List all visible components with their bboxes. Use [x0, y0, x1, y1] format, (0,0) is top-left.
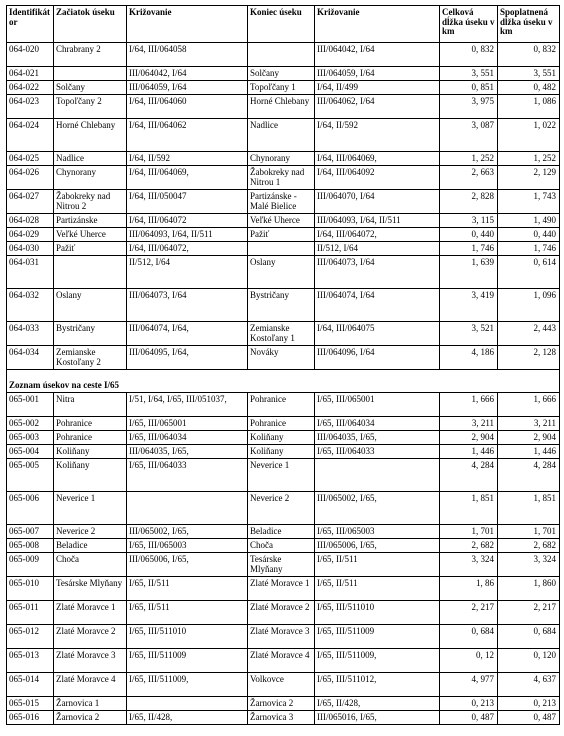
cell-start: Žarnovica 1: [54, 697, 127, 711]
cell-identifier: 065-007: [7, 525, 54, 539]
cell-start: Tesárske Mlyňany: [54, 577, 127, 601]
cell-start-crossing: I/64, II/592: [127, 152, 248, 166]
cell-start-crossing: I/64, III/064069,: [127, 166, 248, 190]
cell-start-crossing: III/064074, I/64,: [127, 322, 248, 346]
cell-end: Veľké Uherce: [248, 214, 315, 228]
cell-total-length: 3, 521: [440, 322, 498, 346]
cell-toll-length: 1, 022: [498, 119, 560, 152]
cell-toll-length: 0, 482: [498, 81, 560, 95]
cell-total-length: 1, 86: [440, 577, 498, 601]
cell-total-length: 0, 851: [440, 81, 498, 95]
cell-end: Chynorany: [248, 152, 315, 166]
cell-end-crossing: I/64, III/064069,: [315, 152, 440, 166]
cell-total-length: 3, 115: [440, 214, 498, 228]
cell-end-crossing: I/65, III/064034: [315, 417, 440, 431]
cell-identifier: 065-004: [7, 445, 54, 459]
cell-end: Zlaté Moravce 1: [248, 577, 315, 601]
cell-identifier: 064-030: [7, 242, 54, 256]
cell-end-crossing: I/65, III/511009: [315, 625, 440, 649]
cell-total-length: 2, 828: [440, 190, 498, 214]
cell-toll-length: 4, 637: [498, 673, 560, 697]
cell-end: Zlaté Moravce 2: [248, 601, 315, 625]
cell-start: [54, 256, 127, 289]
cell-toll-length: 4, 284: [498, 459, 560, 492]
cell-total-length: 2, 217: [440, 601, 498, 625]
cell-start: Oslany: [54, 289, 127, 322]
cell-end: Pohranice: [248, 417, 315, 431]
cell-toll-length: 1, 666: [498, 393, 560, 417]
cell-toll-length: 3, 324: [498, 553, 560, 577]
table-row: [7, 43, 560, 67]
table-row: [7, 242, 560, 256]
cell-end: Beladice: [248, 525, 315, 539]
cell-end: Žabokreky nad Nitrou 1: [248, 166, 315, 190]
cell-toll-length: 2, 129: [498, 166, 560, 190]
header-start-crossing: Križovanie: [127, 6, 248, 43]
table-body-i64: [7, 43, 560, 370]
cell-total-length: 1, 851: [440, 492, 498, 525]
cell-end: Nováky: [248, 346, 315, 370]
cell-start: Chynorany: [54, 166, 127, 190]
cell-identifier: 064-022: [7, 81, 54, 95]
cell-total-length: 1, 446: [440, 445, 498, 459]
cell-toll-length: 1, 086: [498, 95, 560, 119]
cell-end: Volkovce: [248, 673, 315, 697]
cell-end: Koliňany: [248, 431, 315, 445]
cell-toll-length: 1, 490: [498, 214, 560, 228]
cell-end: Tesárske Mlyňany: [248, 553, 315, 577]
cell-total-length: 3, 419: [440, 289, 498, 322]
cell-identifier: 065-003: [7, 431, 54, 445]
table-row: [7, 393, 560, 417]
cell-toll-length: 0, 120: [498, 649, 560, 673]
cell-start: Neverice 1: [54, 492, 127, 525]
cell-start: Žabokreky nad Nitrou 2: [54, 190, 127, 214]
cell-total-length: 3, 975: [440, 95, 498, 119]
table-row: [7, 166, 560, 190]
table-row: [7, 95, 560, 119]
cell-end-crossing: III/065006, I/65,: [315, 539, 440, 553]
cell-end: Koliňany: [248, 445, 315, 459]
header-end-crossing: Križovanie: [315, 6, 440, 43]
cell-toll-length: 3, 211: [498, 417, 560, 431]
table-row: [7, 289, 560, 322]
cell-end-crossing: III/064059, I/64: [315, 67, 440, 81]
cell-total-length: 0, 12: [440, 649, 498, 673]
cell-end-crossing: I/65, III/511009,: [315, 649, 440, 673]
cell-start-crossing: I/65, III/065003: [127, 539, 248, 553]
cell-end-crossing: III/064073, I/64: [315, 256, 440, 289]
table-row: [7, 346, 560, 370]
cell-total-length: 3, 551: [440, 67, 498, 81]
cell-end: Zlaté Moravce 3: [248, 625, 315, 649]
cell-identifier: 065-012: [7, 625, 54, 649]
section-heading: Zoznam úsekov na ceste I/65: [7, 370, 560, 393]
cell-identifier: 065-014: [7, 673, 54, 697]
cell-identifier: 064-023: [7, 95, 54, 119]
cell-start-crossing: III/064035, I/65,: [127, 445, 248, 459]
cell-end-crossing: I/64, II/592: [315, 119, 440, 152]
cell-identifier: 065-009: [7, 553, 54, 577]
cell-end: Pohranice: [248, 393, 315, 417]
header-row: [7, 6, 560, 43]
cell-total-length: 4, 977: [440, 673, 498, 697]
cell-total-length: 0, 684: [440, 625, 498, 649]
cell-start: Nadlice: [54, 152, 127, 166]
cell-toll-length: 0, 614: [498, 256, 560, 289]
cell-toll-length: 2, 682: [498, 539, 560, 553]
cell-start-crossing: I/64, III/064072,: [127, 242, 248, 256]
cell-start: Zlaté Moravce 4: [54, 673, 127, 697]
table-body-i65: [7, 393, 560, 725]
table-row: [7, 67, 560, 81]
cell-total-length: 2, 682: [440, 539, 498, 553]
cell-start-crossing: III/064059, I/64: [127, 81, 248, 95]
cell-total-length: 3, 087: [440, 119, 498, 152]
header-identifier: Identifikátor: [7, 6, 54, 43]
table-row: [7, 697, 560, 711]
cell-start-crossing: III/064093, I/64, II/511: [127, 228, 248, 242]
cell-start: Partizánske: [54, 214, 127, 228]
cell-total-length: 4, 186: [440, 346, 498, 370]
cell-start-crossing: I/65, II/428,: [127, 711, 248, 725]
table-row: [7, 625, 560, 649]
table-row: [7, 322, 560, 346]
cell-start-crossing: III/064073, I/64: [127, 289, 248, 322]
cell-toll-length: 1, 252: [498, 152, 560, 166]
cell-start-crossing: I/64, III/064060: [127, 95, 248, 119]
cell-start-crossing: I/65, II/511: [127, 601, 248, 625]
cell-start: Koliňany: [54, 445, 127, 459]
cell-end-crossing: I/65, II/428,: [315, 697, 440, 711]
cell-end-crossing: III/064062, I/64: [315, 95, 440, 119]
cell-end-crossing: I/64, III/064075: [315, 322, 440, 346]
cell-identifier: 064-033: [7, 322, 54, 346]
cell-end-crossing: I/65, II/511: [315, 553, 440, 577]
cell-end-crossing: I/64, II/499: [315, 81, 440, 95]
cell-end-crossing: III/064042, I/64: [315, 43, 440, 67]
cell-start: Zemianske Kostoľany 2: [54, 346, 127, 370]
cell-identifier: 064-034: [7, 346, 54, 370]
cell-identifier: 064-025: [7, 152, 54, 166]
cell-identifier: 065-002: [7, 417, 54, 431]
cell-end: Zlaté Moravce 4: [248, 649, 315, 673]
cell-start-crossing: I/64, III/050047: [127, 190, 248, 214]
cell-identifier: 064-026: [7, 166, 54, 190]
cell-end: Neverice 2: [248, 492, 315, 525]
cell-start-crossing: III/065002, I/65,: [127, 525, 248, 539]
cell-start-crossing: I/65, III/064033: [127, 459, 248, 492]
cell-identifier: 064-024: [7, 119, 54, 152]
cell-toll-length: 1, 851: [498, 492, 560, 525]
cell-start: Nitra: [54, 393, 127, 417]
cell-start-crossing: I/65, III/064034: [127, 431, 248, 445]
header-section-start: Začiatok úseku: [54, 6, 127, 43]
cell-end: Oslany: [248, 256, 315, 289]
cell-end: Žarnovica 2: [248, 697, 315, 711]
cell-start: Pohranice: [54, 431, 127, 445]
cell-toll-length: 1, 743: [498, 190, 560, 214]
cell-total-length: 1, 666: [440, 393, 498, 417]
cell-toll-length: 2, 217: [498, 601, 560, 625]
cell-total-length: 3, 211: [440, 417, 498, 431]
cell-identifier: 064-027: [7, 190, 54, 214]
table-row: [7, 459, 560, 492]
cell-toll-length: 0, 832: [498, 43, 560, 67]
cell-end-crossing: I/65, III/065003: [315, 525, 440, 539]
cell-total-length: 0, 213: [440, 697, 498, 711]
cell-identifier: 064-021: [7, 67, 54, 81]
cell-start-crossing: III/065006, I/65,: [127, 553, 248, 577]
cell-total-length: 0, 440: [440, 228, 498, 242]
cell-identifier: 065-008: [7, 539, 54, 553]
cell-start-crossing: I/64, III/064072: [127, 214, 248, 228]
cell-end-crossing: [315, 459, 440, 492]
cell-total-length: 3, 324: [440, 553, 498, 577]
cell-start: Horné Chlebany: [54, 119, 127, 152]
table-row: [7, 119, 560, 152]
cell-start-crossing: I/65, III/511010: [127, 625, 248, 649]
cell-identifier: 065-011: [7, 601, 54, 625]
cell-toll-length: 3, 551: [498, 67, 560, 81]
cell-end: Žarnovica 3: [248, 711, 315, 725]
cell-toll-length: 0, 487: [498, 711, 560, 725]
cell-toll-length: 1, 096: [498, 289, 560, 322]
cell-start-crossing: I/64, III/064058: [127, 43, 248, 67]
cell-toll-length: 2, 443: [498, 322, 560, 346]
section-heading-group: [7, 370, 560, 393]
cell-start: Beladice: [54, 539, 127, 553]
cell-start: Zlaté Moravce 2: [54, 625, 127, 649]
cell-start: Zlaté Moravce 3: [54, 649, 127, 673]
cell-start: Koliňany: [54, 459, 127, 492]
cell-start-crossing: I/64, III/064062: [127, 119, 248, 152]
cell-identifier: 065-006: [7, 492, 54, 525]
cell-end: [248, 242, 315, 256]
cell-total-length: 4, 284: [440, 459, 498, 492]
cell-end: Horné Chlebany: [248, 95, 315, 119]
cell-start-crossing: III/064042, I/64: [127, 67, 248, 81]
table-row: [7, 601, 560, 625]
cell-start: Pažiť: [54, 242, 127, 256]
cell-end-crossing: I/64, III/064072,: [315, 228, 440, 242]
table-row: [7, 539, 560, 553]
table-row: [7, 228, 560, 242]
cell-end: Solčany: [248, 67, 315, 81]
cell-total-length: 1, 252: [440, 152, 498, 166]
cell-end-crossing: III/065002, I/65,: [315, 492, 440, 525]
table-row: [7, 152, 560, 166]
cell-start-crossing: I/65, II/511: [127, 577, 248, 601]
cell-toll-length: 1, 701: [498, 525, 560, 539]
table-row: [7, 649, 560, 673]
cell-start: Zlaté Moravce 1: [54, 601, 127, 625]
cell-end-crossing: III/064093, I/64, II/511: [315, 214, 440, 228]
table-row: [7, 81, 560, 95]
cell-end-crossing: II/512, I/64: [315, 242, 440, 256]
cell-end-crossing: I/65, III/511012,: [315, 673, 440, 697]
cell-toll-length: 0, 440: [498, 228, 560, 242]
header-toll-length: Spoplatnená dĺžka úseku v km: [498, 6, 560, 43]
cell-toll-length: 1, 860: [498, 577, 560, 601]
cell-start: Choča: [54, 553, 127, 577]
table-row: [7, 431, 560, 445]
cell-start: Pohranice: [54, 417, 127, 431]
cell-start-crossing: I/51, I/64, I/65, III/051037,: [127, 393, 248, 417]
cell-end-crossing: I/65, III/511010: [315, 601, 440, 625]
cell-end: Bystričany: [248, 289, 315, 322]
cell-total-length: 2, 904: [440, 431, 498, 445]
cell-end-crossing: III/064074, I/64: [315, 289, 440, 322]
cell-toll-length: 2, 128: [498, 346, 560, 370]
cell-start: Neverice 2: [54, 525, 127, 539]
cell-start: Topoľčany 2: [54, 95, 127, 119]
cell-start: Chrabrany 2: [54, 43, 127, 67]
cell-end: Zemianske Kostoľany 1: [248, 322, 315, 346]
header-section-end: Koniec úseku: [248, 6, 315, 43]
cell-total-length: 1, 639: [440, 256, 498, 289]
cell-start-crossing: III/064095, I/64,: [127, 346, 248, 370]
cell-end: Neverice 1: [248, 459, 315, 492]
cell-toll-length: 0, 684: [498, 625, 560, 649]
cell-start-crossing: I/65, III/065001: [127, 417, 248, 431]
cell-start-crossing: I/65, III/511009: [127, 649, 248, 673]
cell-end-crossing: I/65, III/064033: [315, 445, 440, 459]
table-row: [7, 190, 560, 214]
cell-identifier: 065-015: [7, 697, 54, 711]
cell-identifier: 064-031: [7, 256, 54, 289]
cell-identifier: 065-016: [7, 711, 54, 725]
cell-total-length: 1, 746: [440, 242, 498, 256]
cell-toll-length: 1, 746: [498, 242, 560, 256]
cell-end: Nadlice: [248, 119, 315, 152]
table-row: [7, 553, 560, 577]
cell-end-crossing: I/65, III/065001: [315, 393, 440, 417]
road-sections-table: [6, 5, 560, 725]
cell-end-crossing: I/64, III/064092: [315, 166, 440, 190]
table-row: [7, 711, 560, 725]
cell-end-crossing: I/65, II/511: [315, 577, 440, 601]
cell-start-crossing: [127, 492, 248, 525]
cell-end-crossing: III/065016, I/65,: [315, 711, 440, 725]
table-row: [7, 673, 560, 697]
cell-identifier: 065-001: [7, 393, 54, 417]
cell-total-length: 0, 487: [440, 711, 498, 725]
cell-identifier: 065-005: [7, 459, 54, 492]
cell-toll-length: 2, 904: [498, 431, 560, 445]
cell-end-crossing: III/064035, I/65,: [315, 431, 440, 445]
cell-toll-length: 0, 213: [498, 697, 560, 711]
cell-end: Partizánske - Malé Bielice: [248, 190, 315, 214]
cell-start: Veľké Uherce: [54, 228, 127, 242]
cell-end: Choča: [248, 539, 315, 553]
cell-end: [248, 43, 315, 67]
cell-total-length: 0, 832: [440, 43, 498, 67]
cell-end: Topoľčany 1: [248, 81, 315, 95]
table-row: [7, 417, 560, 431]
cell-start: Žarnovica 2: [54, 711, 127, 725]
cell-identifier: 064-020: [7, 43, 54, 67]
cell-identifier: 065-010: [7, 577, 54, 601]
table-row: [7, 256, 560, 289]
cell-start-crossing: II/512, I/64: [127, 256, 248, 289]
cell-identifier: 064-028: [7, 214, 54, 228]
table-row: [7, 577, 560, 601]
cell-identifier: 064-029: [7, 228, 54, 242]
header-total-length: Celková dĺžka úseku v km: [440, 6, 498, 43]
table-row: [7, 525, 560, 539]
cell-toll-length: 1, 446: [498, 445, 560, 459]
cell-end-crossing: III/064096, I/64: [315, 346, 440, 370]
table-row: [7, 445, 560, 459]
cell-start: Solčany: [54, 81, 127, 95]
section-heading-row: [7, 370, 560, 393]
cell-start: Bystričany: [54, 322, 127, 346]
cell-end-crossing: III/064070, I/64: [315, 190, 440, 214]
cell-total-length: 2, 663: [440, 166, 498, 190]
cell-start-crossing: I/65, III/511009,: [127, 673, 248, 697]
cell-end: Pažiť: [248, 228, 315, 242]
cell-total-length: 1, 701: [440, 525, 498, 539]
table-row: [7, 492, 560, 525]
table-row: [7, 214, 560, 228]
cell-start: [54, 67, 127, 81]
cell-start-crossing: [127, 697, 248, 711]
cell-identifier: 065-013: [7, 649, 54, 673]
cell-identifier: 064-032: [7, 289, 54, 322]
